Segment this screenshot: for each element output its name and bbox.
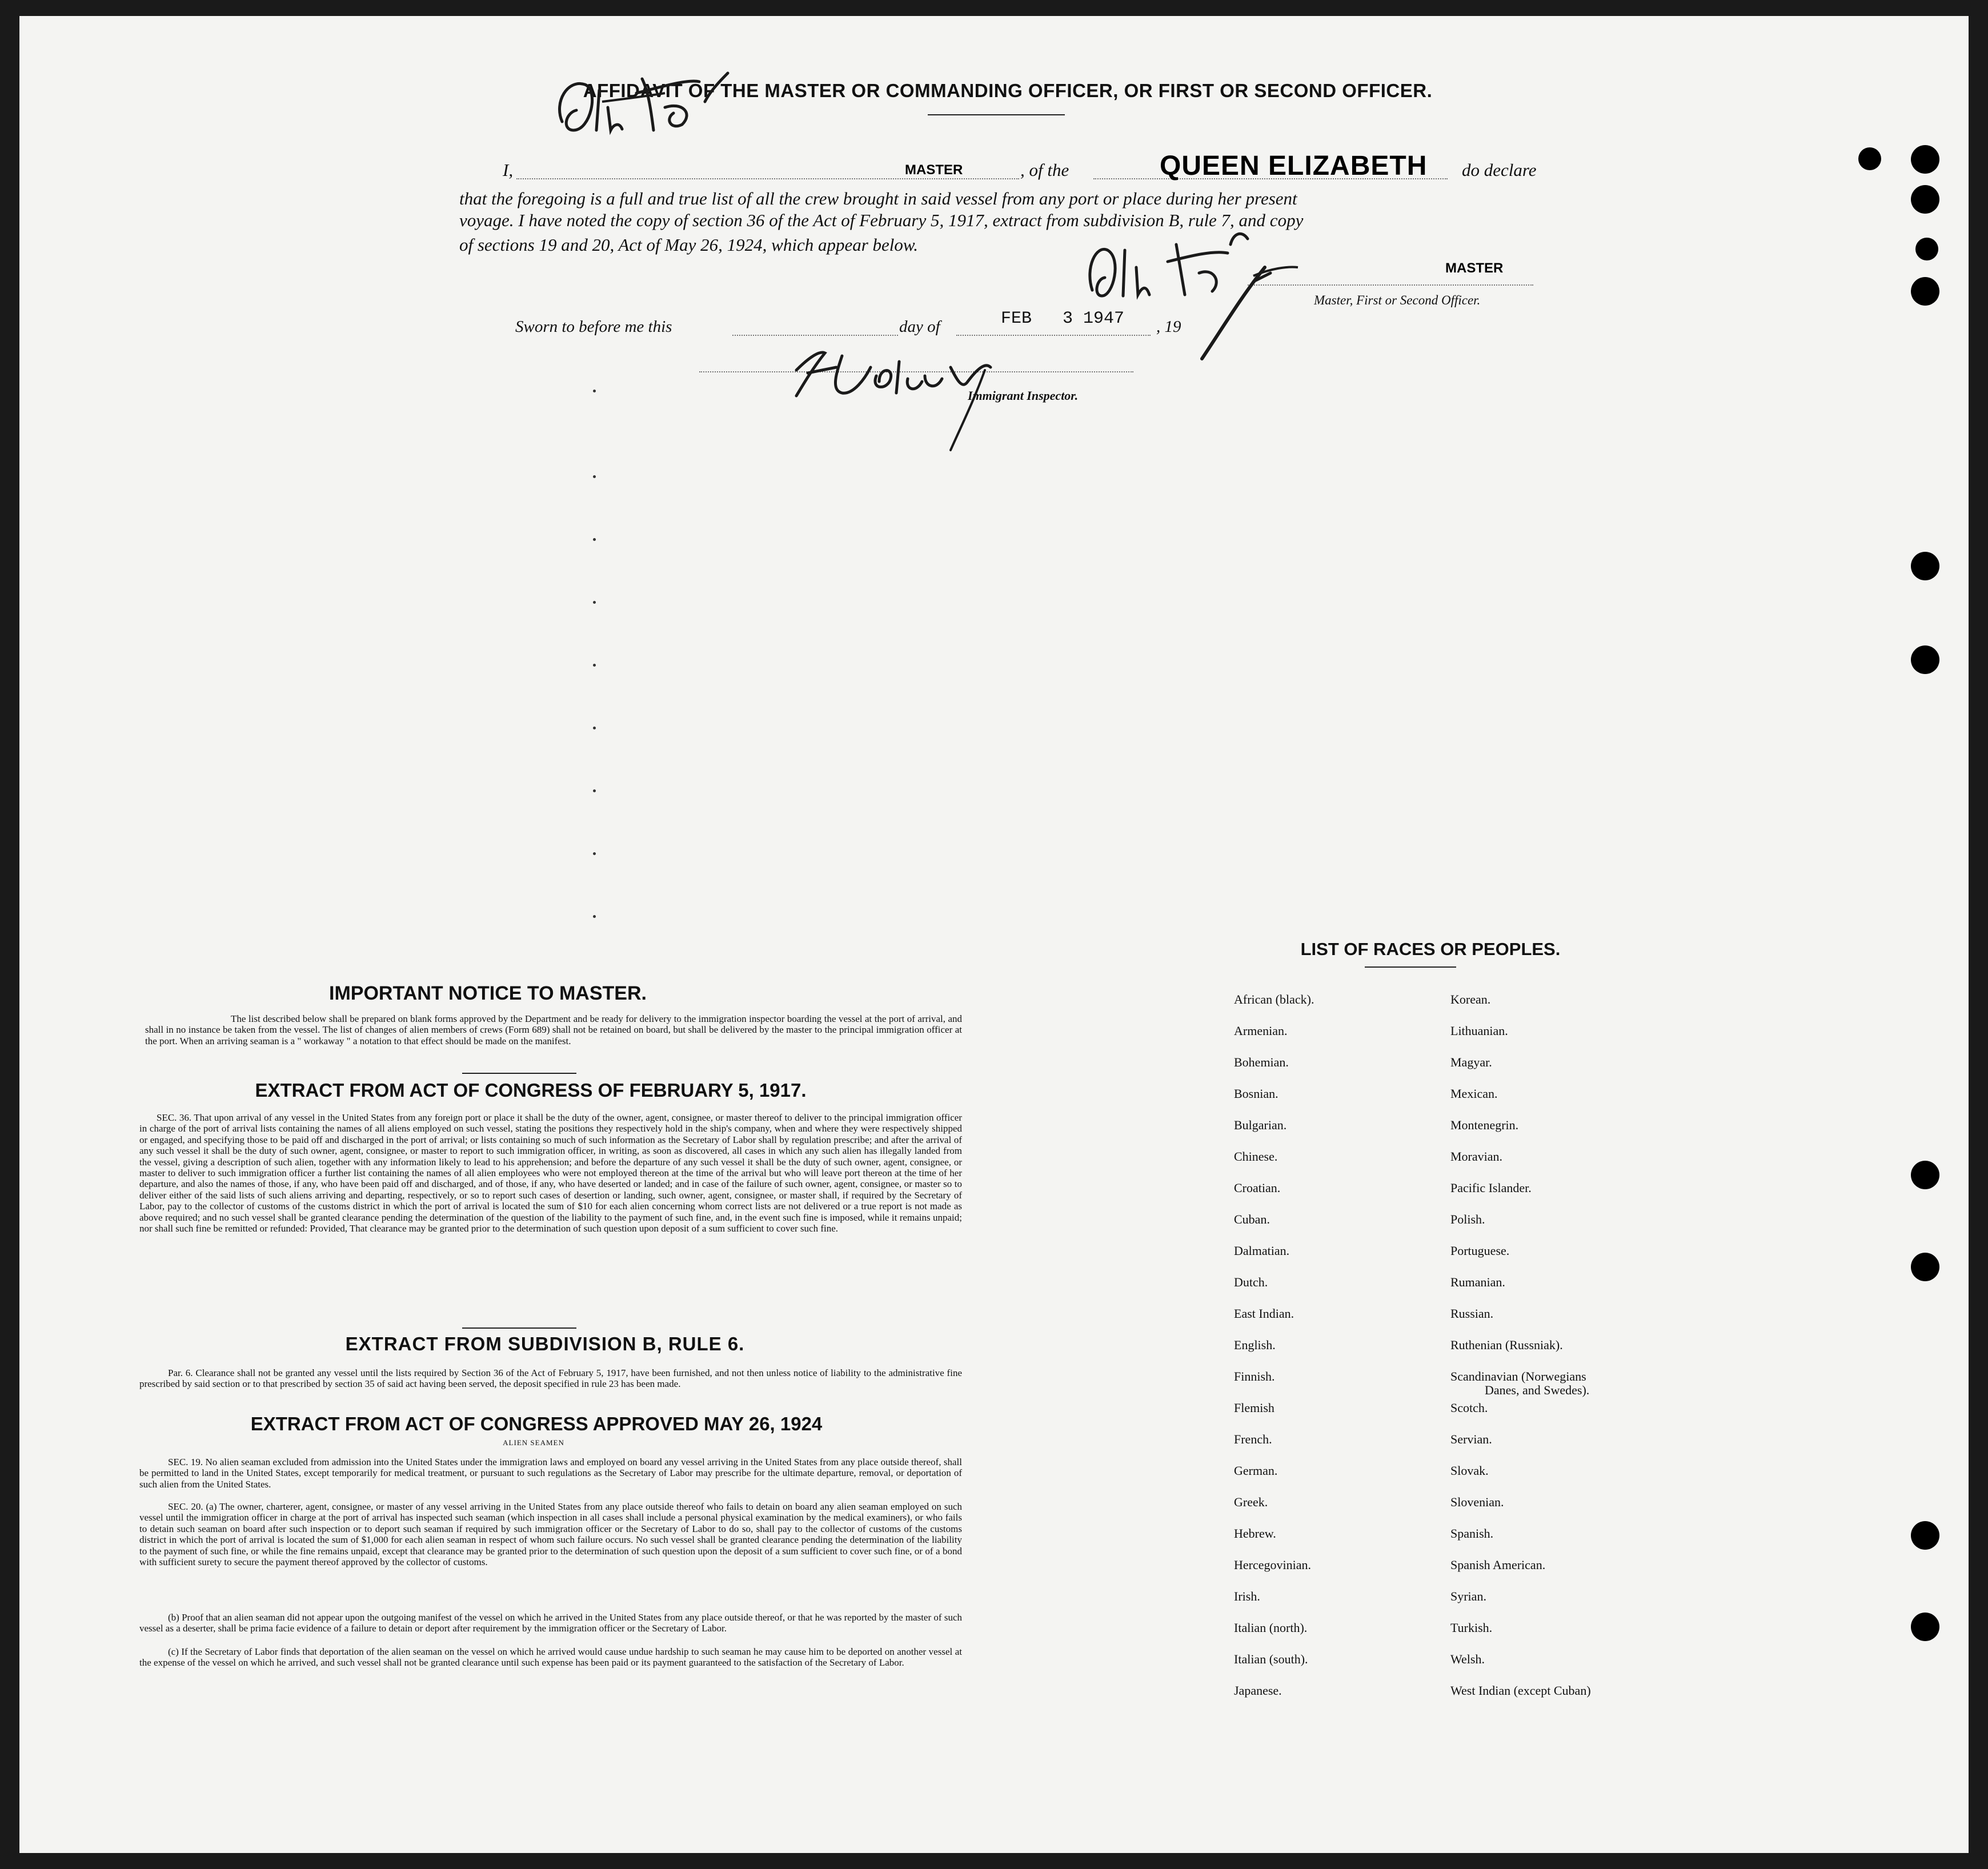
day-of-label: day of (899, 318, 940, 336)
affidavit-line-2: that the foregoing is a full and true list of all the crew brought in said vessel from any port or place during her present (459, 188, 1297, 208)
races-title-underline (1365, 966, 1456, 968)
race-item-right: Korean. (1450, 992, 1491, 1006)
document-page (19, 16, 1969, 1853)
punch-hole (1911, 1613, 1939, 1641)
of-the-label: , of the (1020, 160, 1069, 180)
race-item-left: Dalmatian. (1234, 1244, 1290, 1258)
race-item-left: Hebrew. (1234, 1526, 1276, 1541)
race-item-left: Hercegovinian. (1234, 1558, 1311, 1572)
race-item-right: Welsh. (1450, 1652, 1485, 1666)
affidavit-title: AFFIDAVIT OF THE MASTER OR COMMANDING OFFICER, OR FIRST OR SECOND OFFICER. (583, 80, 1433, 101)
race-item-left: Dutch. (1234, 1275, 1268, 1289)
race-item-right: Portuguese. (1450, 1244, 1510, 1258)
race-item-right: Moravian. (1450, 1149, 1503, 1164)
name-blank (516, 178, 1019, 179)
stray-mark (593, 915, 596, 918)
race-item-left: East Indian. (1234, 1306, 1294, 1321)
divider (462, 1073, 576, 1074)
do-declare: do declare (1462, 160, 1537, 180)
race-item-right: Mexican. (1450, 1086, 1498, 1101)
date-stamp: FEB 3 1947 (1001, 309, 1125, 328)
punch-hole (1911, 645, 1939, 674)
punch-hole (1915, 238, 1938, 260)
race-item-right: Syrian. (1450, 1589, 1486, 1603)
rule-6-title: EXTRACT FROM SUBDIVISION B, RULE 6. (345, 1333, 745, 1354)
sec-19-body: SEC. 19. No alien seaman excluded from admission into the United States under the immigration laws and employed on board any vessel arriving in the United States from any place outside thereof, shall be permitted to land in the United States, except temporarily for medical treatment, or pursuant to such regulations as the Secretary of Labor may prescribe for the ultimate departure, removal, or deportation of such alien from the United States. (139, 1457, 962, 1490)
officer-caption: Master, First or Second Officer. (1314, 293, 1481, 307)
race-item-right: Magyar. (1450, 1055, 1492, 1069)
title-underline (928, 114, 1065, 115)
race-item-right: West Indian (except Cuban) (1450, 1683, 1591, 1698)
race-item-left: Bohemian. (1234, 1055, 1289, 1069)
stray-mark (593, 727, 596, 729)
extract-1924-subtitle: ALIEN SEAMEN (503, 1438, 564, 1447)
divider (462, 1327, 576, 1329)
inspector-caption: Immigrant Inspector. (968, 388, 1079, 403)
punch-hole (1911, 1161, 1939, 1189)
stamped-rank: MASTER (905, 162, 963, 178)
sworn-label: Sworn to before me this (515, 318, 672, 336)
race-item-right: Ruthenian (Russniak). (1450, 1338, 1563, 1352)
race-item-right: Slovak. (1450, 1463, 1489, 1478)
rule-6-body: Par. 6. Clearance shall not be granted any vessel until the lists required by Section 36 of the Act of February 5, 1917, have been furnished, and not then unless notice of liability to the administrative fine prescribed by said section or to that prescribed by section 35 of said act having been served, the deposit specified in rule 23 has been made. (139, 1367, 962, 1390)
affidavit-line-4: of sections 19 and 20, Act of May 26, 1924, which appear below. (459, 235, 919, 255)
race-item-left: French. (1234, 1432, 1272, 1446)
race-item-right: Spanish American. (1450, 1558, 1546, 1572)
extract-1924-title: EXTRACT FROM ACT OF CONGRESS APPROVED MAY 26, 1924 (250, 1413, 823, 1434)
sec-20b-body: (b) Proof that an alien seaman did not appear upon the outgoing manifest of the vessel on which he arrived in the United States from any place outside thereof, or that he was reported by the master of such vessel as a deserter, shall be prima facie evidence of a failure to detain or deport after requirement by the immigration officer or the Secretary of Labor. (139, 1612, 962, 1634)
race-item-right: Lithuanian. (1450, 1024, 1508, 1038)
punch-hole (1911, 145, 1939, 174)
race-item-right: Pacific Islander. (1450, 1181, 1532, 1195)
master-signature (1082, 227, 1299, 364)
punch-hole (1911, 1253, 1939, 1281)
stray-mark (593, 789, 596, 792)
stray-mark (593, 390, 596, 392)
master-signature-top (551, 67, 739, 147)
race-item-right: Polish. (1450, 1212, 1485, 1226)
race-item-right: Rumanian. (1450, 1275, 1505, 1289)
race-item-right: Slovenian. (1450, 1495, 1504, 1509)
race-item-right: Montenegrin. (1450, 1118, 1519, 1132)
race-item-left: Japanese. (1234, 1683, 1282, 1698)
extract-1917-body: SEC. 36. That upon arrival of any vessel in the United States from any foreign port or place it shall be the duty of the owner, agent, consignee, or master thereof to deliver to the principal immigration officer in charge of the port of arrival lists containing the names of all aliens employed on such vessel, stating the positions they respectively hold in the ship's company, when and where they were respectively shipped or engaged, and specifying those to be paid off and discharged in the port of arrival; or lists containing so much of such information as the Secretary of Labor shall by regulation prescribe; and after the arrival of any such vessel it shall be the duty of such owner, agent, consignee, or master to report to such immigration officer, in writing, as soon as discovered, all cases in which any such alien has illegally landed from the vessel, giving a description of such alien, together with any information likely to lead to his apprehension; and before the departure of any such vessel it shall be the duty of such owner, agent, consignee, or master to deliver to such immigration officer a further list containing the names of all alien employees who were not employed thereon at the time of the arrival but who will leave port thereon at the time of her departure, and also the names of those, if any, who have been paid off and discharged, and of those, if any, who have deserted or landed; and in case of the failure of such owner, agent, consignee, or master so to deliver either of the said lists of such aliens arriving and departing, respectively, or so to report such cases of desertion or landing, such owner, agent, consignee, or master shall, if required by the Secretary of Labor, pay to the collector of customs of the customs district in which the port of arrival is located the sum of $10 for each alien concerning whom correct lists are not delivered or a true report is not made as above required; and no such vessel shall be granted clearance pending the determination of the question of the liability to the payment of such fine, and, in the event such fine is imposed, while it remains unpaid; nor shall such fine be remitted or refunded: Provided, That clearance may be granted prior to the determination of such question upon deposit of a sum sufficient to cover such fine. (139, 1112, 962, 1234)
vessel-name-stamp: QUEEN ELIZABETH (1160, 151, 1428, 181)
punch-hole (1858, 147, 1881, 170)
stray-mark (593, 664, 596, 667)
race-item-left: African (black). (1234, 992, 1314, 1006)
race-item-right: Turkish. (1450, 1621, 1493, 1635)
sec-20c-body: (c) If the Secretary of Labor finds that deportation of the alien seaman on the vessel on which he arrived would cause undue hardship to such seaman he may cause him to be deported on another vessel at the expense of the vessel on which he arrived, and such vessel shall not be granted clearance until such expense has been paid or its payment guaranteed to the satisfaction of the Secretary of Labor. (139, 1646, 962, 1669)
races-title: LIST OF RACES OR PEOPLES. (1300, 939, 1561, 959)
stray-mark (593, 538, 596, 541)
race-item-right: Spanish. (1450, 1526, 1494, 1541)
inspector-signature (779, 327, 1031, 453)
notice-title: IMPORTANT NOTICE TO MASTER. (329, 982, 647, 1004)
extract-1917-title: EXTRACT FROM ACT OF CONGRESS OF FEBRUARY 5, 1917. (255, 1080, 807, 1101)
race-item-left: Italian (south). (1234, 1652, 1308, 1666)
race-item-left: Finnish. (1234, 1369, 1275, 1383)
sec-20a-body: SEC. 20. (a) The owner, charterer, agent, consignee, or master of any vessel arriving in the United States from any place outside thereof who fails to detain on board any alien seaman employed on such vessel until the immigration officer in charge at the port of arrival has inspected such seaman (which inspection in all cases shall include a personal physical examination by the medical examiners), or who fails to detain such seaman on board after such inspection or to deport such seaman if required by such immigration officer or the Secretary of Labor to do so, shall pay to the collector of customs of the customs district in which the port of arrival is located the sum of $1,000 for each alien seaman in respect of whom such failure occurs. No such vessel shall be granted clearance pending the determination of the liability to the payment of such fine, or while the fine remains unpaid, except that clearance may be granted prior to the determination of such question upon the deposit of a sum sufficient to cover such fine, or of a bond with sufficient surety to secure the payment thereof approved by the collector of customs. (139, 1501, 962, 1568)
race-item-left: Greek. (1234, 1495, 1268, 1509)
punch-hole (1911, 1521, 1939, 1550)
affidavit-line-3: voyage. I have noted the copy of section 36 of the Act of February 5, 1917, extract from subdivision B, rule 7, and copy (459, 210, 1304, 230)
race-item-left: Bulgarian. (1234, 1118, 1287, 1132)
year-prefix: , 19 (1156, 318, 1181, 336)
race-item-right: Servian. (1450, 1432, 1492, 1446)
race-item-left: Armenian. (1234, 1024, 1288, 1038)
stray-mark (593, 852, 596, 855)
race-item-left: Cuban. (1234, 1212, 1270, 1226)
punch-hole (1911, 277, 1939, 306)
race-item-right: Russian. (1450, 1306, 1494, 1321)
i-label: I, (503, 160, 514, 180)
notice-body: The list described below shall be prepared on blank forms approved by the Department and be ready for delivery to the immigration inspector boarding the vessel at the port of arrival, and shall in no instance be taken from the vessel. The list of changes of alien members of crews (Form 689) shall not be retained on board, but shall be delivered by the master to the principal immigration officer at the port. When an arriving seaman is a " workaway " a notation to that effect should be made on the manifest. (145, 1013, 962, 1046)
race-item-left: Chinese. (1234, 1149, 1278, 1164)
race-item-right: Danes, and Swedes). (1485, 1383, 1590, 1397)
punch-hole (1911, 185, 1939, 214)
race-item-left: Croatian. (1234, 1181, 1281, 1195)
race-item-left: Italian (north). (1234, 1621, 1308, 1635)
race-item-right: Scandinavian (Norwegians (1450, 1369, 1586, 1383)
race-item-left: Flemish (1234, 1401, 1274, 1415)
race-item-left: German. (1234, 1463, 1278, 1478)
race-item-left: English. (1234, 1338, 1276, 1352)
punch-hole (1911, 552, 1939, 580)
stamped-rank-2: MASTER (1445, 260, 1504, 276)
race-item-right: Scotch. (1450, 1401, 1488, 1415)
stray-mark (593, 601, 596, 604)
race-item-left: Irish. (1234, 1589, 1260, 1603)
race-item-left: Bosnian. (1234, 1086, 1278, 1101)
stray-mark (593, 475, 596, 478)
